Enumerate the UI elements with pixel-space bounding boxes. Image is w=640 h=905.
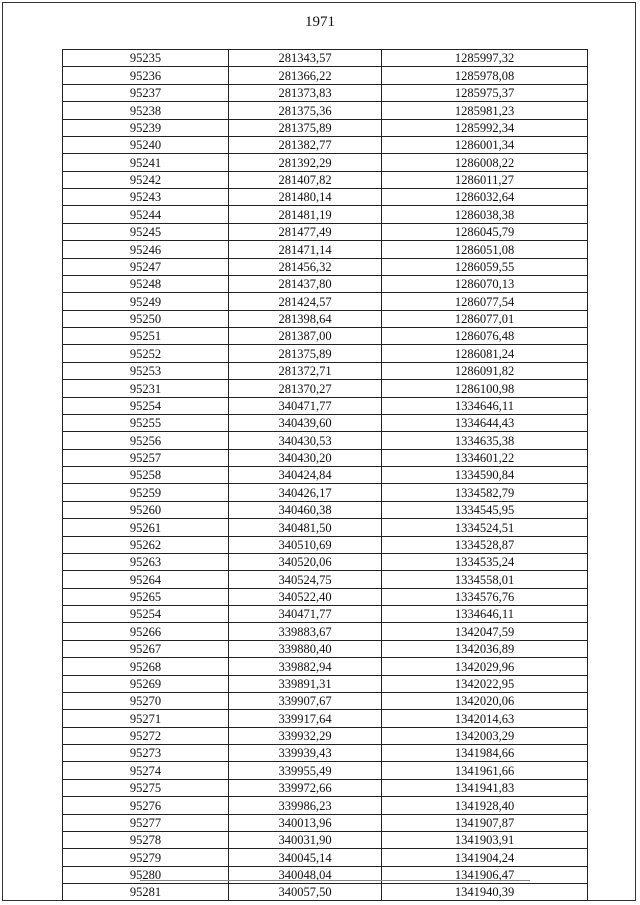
table-row xyxy=(63,258,588,275)
table-row xyxy=(63,501,588,518)
table-row xyxy=(63,119,588,136)
y-coordinate-cell: 1334582,79 xyxy=(382,484,588,501)
x-coordinate-cell: 339932,29 xyxy=(229,727,382,744)
y-coordinate-cell: 1286051,08 xyxy=(382,241,588,258)
y-coordinate-cell: 1334524,51 xyxy=(382,519,588,536)
point-number-cell: 95280 xyxy=(63,866,229,883)
point-number-cell: 95278 xyxy=(63,831,229,848)
y-coordinate-cell: 1342036,89 xyxy=(382,640,588,657)
y-coordinate-cell: 1286001,34 xyxy=(382,136,588,153)
table-row xyxy=(63,241,588,258)
y-coordinate-cell: 1341940,39 xyxy=(382,884,588,901)
x-coordinate-cell: 281372,71 xyxy=(229,362,382,379)
x-coordinate-cell: 340057,50 xyxy=(229,884,382,901)
point-number-cell: 95248 xyxy=(63,275,229,292)
x-coordinate-cell: 340430,20 xyxy=(229,449,382,466)
point-number-cell: 95279 xyxy=(63,849,229,866)
table-row xyxy=(63,380,588,397)
y-coordinate-cell: 1285978,08 xyxy=(382,67,588,84)
table-row xyxy=(63,884,588,901)
x-coordinate-cell: 339883,67 xyxy=(229,623,382,640)
x-coordinate-cell: 281471,14 xyxy=(229,241,382,258)
table-row xyxy=(63,762,588,779)
point-number-cell: 95254 xyxy=(63,606,229,623)
y-coordinate-cell: 1334601,22 xyxy=(382,449,588,466)
y-coordinate-cell: 1334644,43 xyxy=(382,414,588,431)
x-coordinate-cell: 281392,29 xyxy=(229,154,382,171)
point-number-cell: 95256 xyxy=(63,432,229,449)
y-coordinate-cell: 1334535,24 xyxy=(382,553,588,570)
point-number-cell: 95272 xyxy=(63,727,229,744)
table-row xyxy=(63,432,588,449)
table-row xyxy=(63,310,588,327)
point-number-cell: 95266 xyxy=(63,623,229,640)
y-coordinate-cell: 1334646,11 xyxy=(382,397,588,414)
x-coordinate-cell: 281373,83 xyxy=(229,84,382,101)
table-row xyxy=(63,206,588,223)
table-row xyxy=(63,484,588,501)
x-coordinate-cell: 340013,96 xyxy=(229,814,382,831)
table-row xyxy=(63,154,588,171)
table-row xyxy=(63,727,588,744)
table-row xyxy=(63,67,588,84)
table-row xyxy=(63,710,588,727)
table-row xyxy=(63,467,588,484)
x-coordinate-cell: 281437,80 xyxy=(229,275,382,292)
x-coordinate-cell: 339880,40 xyxy=(229,640,382,657)
y-coordinate-cell: 1286059,55 xyxy=(382,258,588,275)
y-coordinate-cell: 1286008,22 xyxy=(382,154,588,171)
point-number-cell: 95231 xyxy=(63,380,229,397)
table-row xyxy=(63,223,588,240)
y-coordinate-cell: 1286077,01 xyxy=(382,310,588,327)
y-coordinate-cell: 1341941,83 xyxy=(382,779,588,796)
x-coordinate-cell: 340524,75 xyxy=(229,571,382,588)
x-coordinate-cell: 340045,14 xyxy=(229,849,382,866)
point-number-cell: 95268 xyxy=(63,658,229,675)
y-coordinate-cell: 1342020,06 xyxy=(382,692,588,709)
table-row xyxy=(63,692,588,709)
y-coordinate-cell: 1334545,95 xyxy=(382,501,588,518)
y-coordinate-cell: 1286100,98 xyxy=(382,380,588,397)
table-row xyxy=(63,675,588,692)
point-number-cell: 95281 xyxy=(63,884,229,901)
x-coordinate-cell: 281370,27 xyxy=(229,380,382,397)
x-coordinate-cell: 340460,38 xyxy=(229,501,382,518)
page-number: 1971 xyxy=(305,14,335,30)
table-row xyxy=(63,779,588,796)
point-number-cell: 95258 xyxy=(63,467,229,484)
x-coordinate-cell: 340048,04 xyxy=(229,866,382,883)
x-coordinate-cell: 281477,49 xyxy=(229,223,382,240)
point-number-cell: 95242 xyxy=(63,171,229,188)
point-number-cell: 95245 xyxy=(63,223,229,240)
x-coordinate-cell: 281375,89 xyxy=(229,119,382,136)
y-coordinate-cell: 1342014,63 xyxy=(382,710,588,727)
y-coordinate-cell: 1285997,32 xyxy=(382,50,588,67)
table-row xyxy=(63,553,588,570)
x-coordinate-cell: 281375,36 xyxy=(229,102,382,119)
x-coordinate-cell: 339882,94 xyxy=(229,658,382,675)
table-row xyxy=(63,831,588,848)
x-coordinate-cell: 339907,67 xyxy=(229,692,382,709)
y-coordinate-cell: 1286076,48 xyxy=(382,328,588,345)
table-row xyxy=(63,571,588,588)
x-coordinate-cell: 281343,57 xyxy=(229,50,382,67)
y-coordinate-cell: 1334646,11 xyxy=(382,606,588,623)
x-coordinate-cell: 281407,82 xyxy=(229,171,382,188)
table-row xyxy=(63,102,588,119)
y-coordinate-cell: 1334558,01 xyxy=(382,571,588,588)
y-coordinate-cell: 1341961,66 xyxy=(382,762,588,779)
x-coordinate-cell: 340471,77 xyxy=(229,397,382,414)
x-coordinate-cell: 281480,14 xyxy=(229,189,382,206)
x-coordinate-cell: 340031,90 xyxy=(229,831,382,848)
y-coordinate-cell: 1341984,66 xyxy=(382,745,588,762)
point-number-cell: 95249 xyxy=(63,293,229,310)
table-row xyxy=(63,345,588,362)
point-number-cell: 95255 xyxy=(63,414,229,431)
table-row xyxy=(63,814,588,831)
table-row xyxy=(63,414,588,431)
point-number-cell: 95264 xyxy=(63,571,229,588)
y-coordinate-cell: 1342003,29 xyxy=(382,727,588,744)
table-row xyxy=(63,536,588,553)
point-number-cell: 95243 xyxy=(63,189,229,206)
x-coordinate-cell: 340522,40 xyxy=(229,588,382,605)
y-coordinate-cell: 1341928,40 xyxy=(382,797,588,814)
table-row xyxy=(63,797,588,814)
point-number-cell: 95246 xyxy=(63,241,229,258)
x-coordinate-cell: 340430,53 xyxy=(229,432,382,449)
point-number-cell: 95240 xyxy=(63,136,229,153)
table-row xyxy=(63,623,588,640)
x-coordinate-cell: 281375,89 xyxy=(229,345,382,362)
y-coordinate-cell: 1285981,23 xyxy=(382,102,588,119)
point-number-cell: 95257 xyxy=(63,449,229,466)
y-coordinate-cell: 1286032,64 xyxy=(382,189,588,206)
point-number-cell: 95244 xyxy=(63,206,229,223)
y-coordinate-cell: 1285975,37 xyxy=(382,84,588,101)
y-coordinate-cell: 1286038,38 xyxy=(382,206,588,223)
y-coordinate-cell: 1334635,38 xyxy=(382,432,588,449)
table-row xyxy=(63,519,588,536)
table-row xyxy=(63,849,588,866)
y-coordinate-cell: 1286070,13 xyxy=(382,275,588,292)
x-coordinate-cell: 281398,64 xyxy=(229,310,382,327)
point-number-cell: 95276 xyxy=(63,797,229,814)
point-number-cell: 95237 xyxy=(63,84,229,101)
y-coordinate-cell: 1342029,96 xyxy=(382,658,588,675)
point-number-cell: 95259 xyxy=(63,484,229,501)
y-coordinate-cell: 1342047,59 xyxy=(382,623,588,640)
y-coordinate-cell: 1341906,47 xyxy=(382,866,588,883)
x-coordinate-cell: 339917,64 xyxy=(229,710,382,727)
y-coordinate-cell: 1285992,34 xyxy=(382,119,588,136)
point-number-cell: 95241 xyxy=(63,154,229,171)
point-number-cell: 95254 xyxy=(63,397,229,414)
y-coordinate-cell: 1286081,24 xyxy=(382,345,588,362)
point-number-cell: 95271 xyxy=(63,710,229,727)
y-coordinate-cell: 1286091,82 xyxy=(382,362,588,379)
x-coordinate-cell: 281382,77 xyxy=(229,136,382,153)
point-number-cell: 95253 xyxy=(63,362,229,379)
x-coordinate-cell: 340426,17 xyxy=(229,484,382,501)
point-number-cell: 95262 xyxy=(63,536,229,553)
x-coordinate-cell: 281387,00 xyxy=(229,328,382,345)
footer-line xyxy=(140,880,530,881)
x-coordinate-cell: 340424,84 xyxy=(229,467,382,484)
table-row xyxy=(63,658,588,675)
point-number-cell: 95269 xyxy=(63,675,229,692)
x-coordinate-cell: 340471,77 xyxy=(229,606,382,623)
table-row xyxy=(63,328,588,345)
point-number-cell: 95273 xyxy=(63,745,229,762)
y-coordinate-cell: 1286077,54 xyxy=(382,293,588,310)
point-number-cell: 95260 xyxy=(63,501,229,518)
x-coordinate-cell: 339891,31 xyxy=(229,675,382,692)
y-coordinate-cell: 1286011,27 xyxy=(382,171,588,188)
table-row xyxy=(63,588,588,605)
table-row xyxy=(63,50,588,67)
y-coordinate-cell: 1341904,24 xyxy=(382,849,588,866)
point-number-cell: 95265 xyxy=(63,588,229,605)
point-number-cell: 95247 xyxy=(63,258,229,275)
point-number-cell: 95274 xyxy=(63,762,229,779)
x-coordinate-cell: 339972,66 xyxy=(229,779,382,796)
x-coordinate-cell: 340520,06 xyxy=(229,553,382,570)
table-row xyxy=(63,189,588,206)
point-number-cell: 95252 xyxy=(63,345,229,362)
table-row xyxy=(63,449,588,466)
x-coordinate-cell: 340510,69 xyxy=(229,536,382,553)
point-number-cell: 95263 xyxy=(63,553,229,570)
x-coordinate-cell: 340481,50 xyxy=(229,519,382,536)
table-row xyxy=(63,606,588,623)
point-number-cell: 95238 xyxy=(63,102,229,119)
y-coordinate-cell: 1286045,79 xyxy=(382,223,588,240)
x-coordinate-cell: 339986,23 xyxy=(229,797,382,814)
x-coordinate-cell: 281366,22 xyxy=(229,67,382,84)
x-coordinate-cell: 281424,57 xyxy=(229,293,382,310)
y-coordinate-cell: 1342022,95 xyxy=(382,675,588,692)
table-row xyxy=(63,640,588,657)
table-row xyxy=(63,362,588,379)
coordinates-table-body xyxy=(63,50,588,901)
x-coordinate-cell: 340439,60 xyxy=(229,414,382,431)
y-coordinate-cell: 1334590,84 xyxy=(382,467,588,484)
coordinates-table xyxy=(62,49,588,901)
point-number-cell: 95239 xyxy=(63,119,229,136)
point-number-cell: 95251 xyxy=(63,328,229,345)
x-coordinate-cell: 339955,49 xyxy=(229,762,382,779)
point-number-cell: 95275 xyxy=(63,779,229,796)
table-row xyxy=(63,84,588,101)
y-coordinate-cell: 1341907,87 xyxy=(382,814,588,831)
y-coordinate-cell: 1334528,87 xyxy=(382,536,588,553)
table-row xyxy=(63,397,588,414)
point-number-cell: 95267 xyxy=(63,640,229,657)
point-number-cell: 95261 xyxy=(63,519,229,536)
table-row xyxy=(63,745,588,762)
table-row xyxy=(63,293,588,310)
point-number-cell: 95250 xyxy=(63,310,229,327)
x-coordinate-cell: 281481,19 xyxy=(229,206,382,223)
point-number-cell: 95235 xyxy=(63,50,229,67)
x-coordinate-cell: 281456,32 xyxy=(229,258,382,275)
point-number-cell: 95270 xyxy=(63,692,229,709)
table-row xyxy=(63,171,588,188)
x-coordinate-cell: 339939,43 xyxy=(229,745,382,762)
table-row xyxy=(63,275,588,292)
table-row xyxy=(63,136,588,153)
y-coordinate-cell: 1334576,76 xyxy=(382,588,588,605)
point-number-cell: 95277 xyxy=(63,814,229,831)
y-coordinate-cell: 1341903,91 xyxy=(382,831,588,848)
point-number-cell: 95236 xyxy=(63,67,229,84)
